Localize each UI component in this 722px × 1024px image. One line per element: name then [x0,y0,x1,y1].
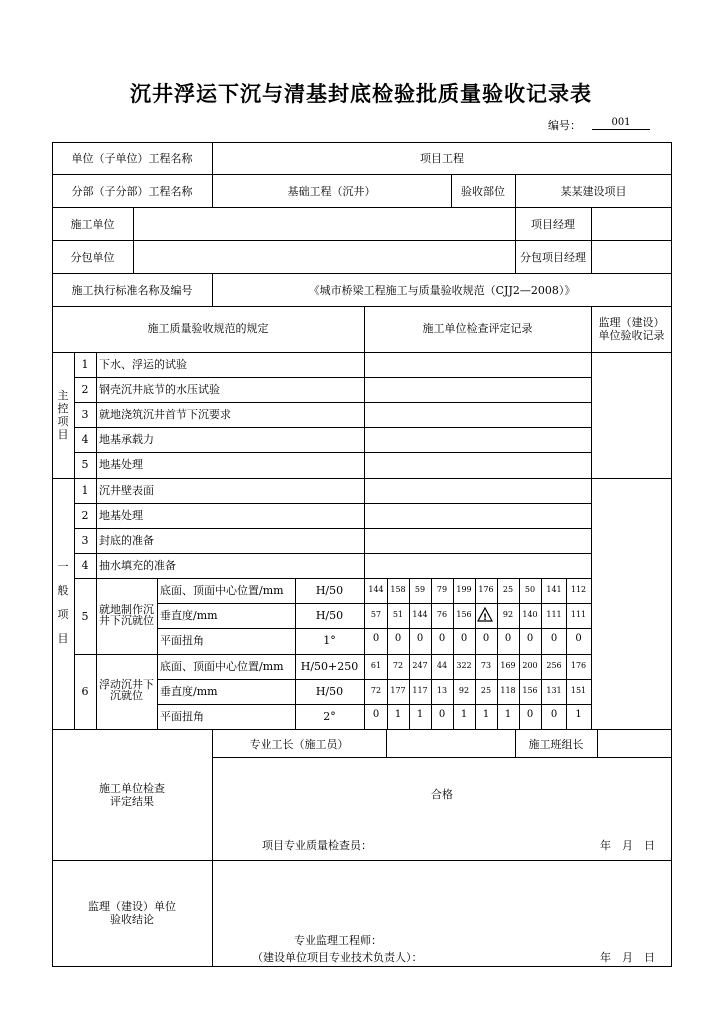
result-value: 合格 [431,788,453,801]
measurement-cell: 1 [460,709,468,720]
measurement-cell: 1 [575,709,582,720]
measurement-cell: 1 [482,709,490,720]
measurement-cell: 169 [500,661,516,670]
main-item-text: 钢壳沉井底节的水压试验 [99,383,220,396]
date-label-2: 年 月 日 [600,951,655,964]
measurement-cell: 0 [438,633,446,644]
general-item-no: 1 [81,484,89,497]
code-value: 001 [592,117,650,130]
measurement-cell: 247 [412,661,428,670]
measurement-cell: 144 [412,610,428,619]
measurement-cell: 0 [550,633,558,644]
group6-row-tolerance: H/50+250 [300,660,359,673]
measurement-cell: 0 [394,633,402,644]
group6-row-tolerance: H/50 [315,685,344,698]
general-items-label-char: 目 [57,632,69,645]
measurement-cell: 0 [504,633,512,644]
main-items-label-char: 目 [57,428,69,441]
general-item-text: 封底的准备 [99,534,154,547]
subcontract-manager-label: 分包项目经理 [520,251,586,264]
measurement-cell: 256 [546,661,562,670]
measurement-cell: 0 [372,633,380,644]
main-items-label-char: 项 [57,415,69,428]
main-item-text: 下水、浮运的试验 [99,358,187,371]
check-column-header: 施工单位检查评定记录 [422,322,533,335]
acceptance-part-label: 验收部位 [461,185,505,198]
group6-name-line2: 沉就位 [110,689,143,702]
group5-name-line1: 就地制作沉 [99,603,154,616]
group5-row-item: 平面扭角 [160,634,204,647]
measurement-cell: 44 [436,661,448,670]
group5-row-tolerance: H/50 [315,609,344,622]
project-manager-label: 项目经理 [531,218,575,231]
group6-no: 6 [81,685,89,698]
measurement-cell: 156 [456,610,472,619]
group6-name-line1: 浮动沉井下 [99,678,154,691]
measurement-cell: 144 [368,585,384,594]
group6-row-item: 底面、顶面中心位置/mm [160,660,284,673]
measurement-cell: 200 [522,661,538,670]
main-items-label-char: 主 [57,389,69,402]
measurement-cell: 0 [416,633,424,644]
measurement-cell: 92 [458,686,470,695]
sub-project-label: 分部（子分部）工程名称 [71,185,193,198]
measurement-cell: 92 [502,610,514,619]
main-item-text: 地基处理 [99,458,143,471]
measurement-cell: 141 [546,585,562,594]
supervision-column-header-line1: 监理（建设） [598,316,665,329]
main-items-label-char: 控 [57,402,69,415]
measurement-cell: 51 [392,610,404,619]
measurement-cell: 59 [414,585,426,594]
group5-row-tolerance: 1° [323,634,336,647]
general-item-text: 抽水填充的准备 [99,559,176,572]
measurement-cell: 76 [436,610,448,619]
measurement-cell: 118 [500,686,516,695]
main-item-no: 4 [81,433,89,446]
measurement-cell: 50 [524,585,536,594]
measurement-cell: 61 [370,661,382,670]
unit-project-value: 项目工程 [420,152,464,165]
measurement-cell: 73 [480,661,492,670]
general-items-label-char: 般 [57,584,69,597]
page-title: 沉井浮运下沉与清基封底检验批质量验收记录表 [130,82,592,106]
acceptance-part-value: 某某建设项目 [560,185,627,198]
team-leader-label: 施工班组长 [528,738,584,751]
unit-project-label: 单位（子单位）工程名称 [71,152,193,165]
construction-unit-label: 施工单位 [70,218,115,231]
measurement-cell: 0 [526,633,534,644]
measurement-cell: 177 [390,686,406,695]
measurement-cell: 57 [370,610,382,619]
main-item-no: 3 [81,408,89,421]
group6-row-tolerance: 2° [323,710,336,723]
group6-row-item: 垂直度/mm [160,685,218,698]
measurement-cell: 1 [394,709,402,720]
supervision-label-line2: 验收结论 [110,913,154,926]
owner-tech-label: （建设单位项目专业技术负责人）： [252,951,423,964]
standard-label: 施工执行标准名称及编号 [71,284,193,297]
measurement-cell: 25 [480,686,492,695]
sub-project-value: 基础工程（沉井） [287,185,376,198]
supervision-column-header-line2: 单位验收记录 [598,329,665,342]
measurement-cell: 1 [416,709,424,720]
measurement-cell: 0 [526,709,534,720]
measurement-cell: 0 [550,709,558,720]
measurement-cell: 140 [522,610,538,619]
standard-value: 《城市桥梁工程施工与质量验收规范（CJJ2—2008）》 [308,284,576,297]
main-item-text: 就地浇筑沉井首节下沉要求 [99,408,231,421]
measurement-cell: 0 [575,633,582,644]
group5-no: 5 [81,610,89,623]
group5-row-item: 垂直度/mm [160,609,218,622]
general-items-label-char: 项 [57,608,69,621]
main-item-text: 地基承载力 [99,433,154,446]
measurement-cell: 176 [478,585,494,594]
general-item-no: 4 [81,559,89,572]
measurement-cell: 111 [570,610,587,619]
warning-mark: ! [482,613,488,623]
result-label-line2: 评定结果 [110,795,154,808]
general-item-text: 地基处理 [99,509,143,522]
general-item-text: 沉井壁表面 [99,484,154,497]
warning-triangle-icon [477,607,493,623]
measurement-cell: 0 [372,709,380,720]
engineer-label: 专业监理工程师： [294,934,382,947]
measurement-cell: 322 [456,661,472,670]
general-item-no: 2 [81,509,89,522]
measurement-cell: 156 [522,686,538,695]
measurement-cell: 1 [504,709,512,720]
result-label-line1: 施工单位检查 [99,782,165,795]
measurement-cell: 131 [546,686,562,695]
group6-row-item: 平面扭角 [160,710,204,723]
code-label: 编号： [548,119,581,132]
measurement-cell: 79 [436,585,448,594]
measurement-cell: 13 [436,686,448,695]
subcontract-unit-label: 分包单位 [70,251,115,264]
measurement-cell: 151 [570,686,587,695]
measurement-cell: 199 [456,585,472,594]
measurement-cell: 117 [412,686,428,695]
measurement-cell: 111 [546,610,562,619]
measurement-cell: 176 [570,661,587,670]
foreman-label: 专业工长（施工员） [249,738,349,751]
group5-row-tolerance: H/50 [315,584,344,597]
general-items-label-char: 一 [57,560,69,573]
supervision-label-line1: 监理（建设）单位 [88,900,176,913]
measurement-cell: 0 [482,633,490,644]
measurement-cell: 0 [438,709,446,720]
general-item-no: 3 [81,534,89,547]
measurement-cell: 72 [370,686,382,695]
measurement-cell: 158 [390,585,406,594]
inspector-label: 项目专业质量检查员： [262,839,372,852]
measurement-cell: 0 [460,633,468,644]
measurement-cell: 112 [570,585,587,594]
main-item-no: 2 [81,383,89,396]
group5-name-line2: 井下沉就位 [99,614,154,627]
spec-column-header: 施工质量验收规范的规定 [147,322,269,335]
measurement-cell: 25 [502,585,514,594]
date-label: 年 月 日 [600,839,655,852]
main-item-no: 5 [81,458,89,471]
measurement-cell: 72 [392,661,404,670]
group5-row-item: 底面、顶面中心位置/mm [160,584,284,597]
main-item-no: 1 [81,358,89,371]
